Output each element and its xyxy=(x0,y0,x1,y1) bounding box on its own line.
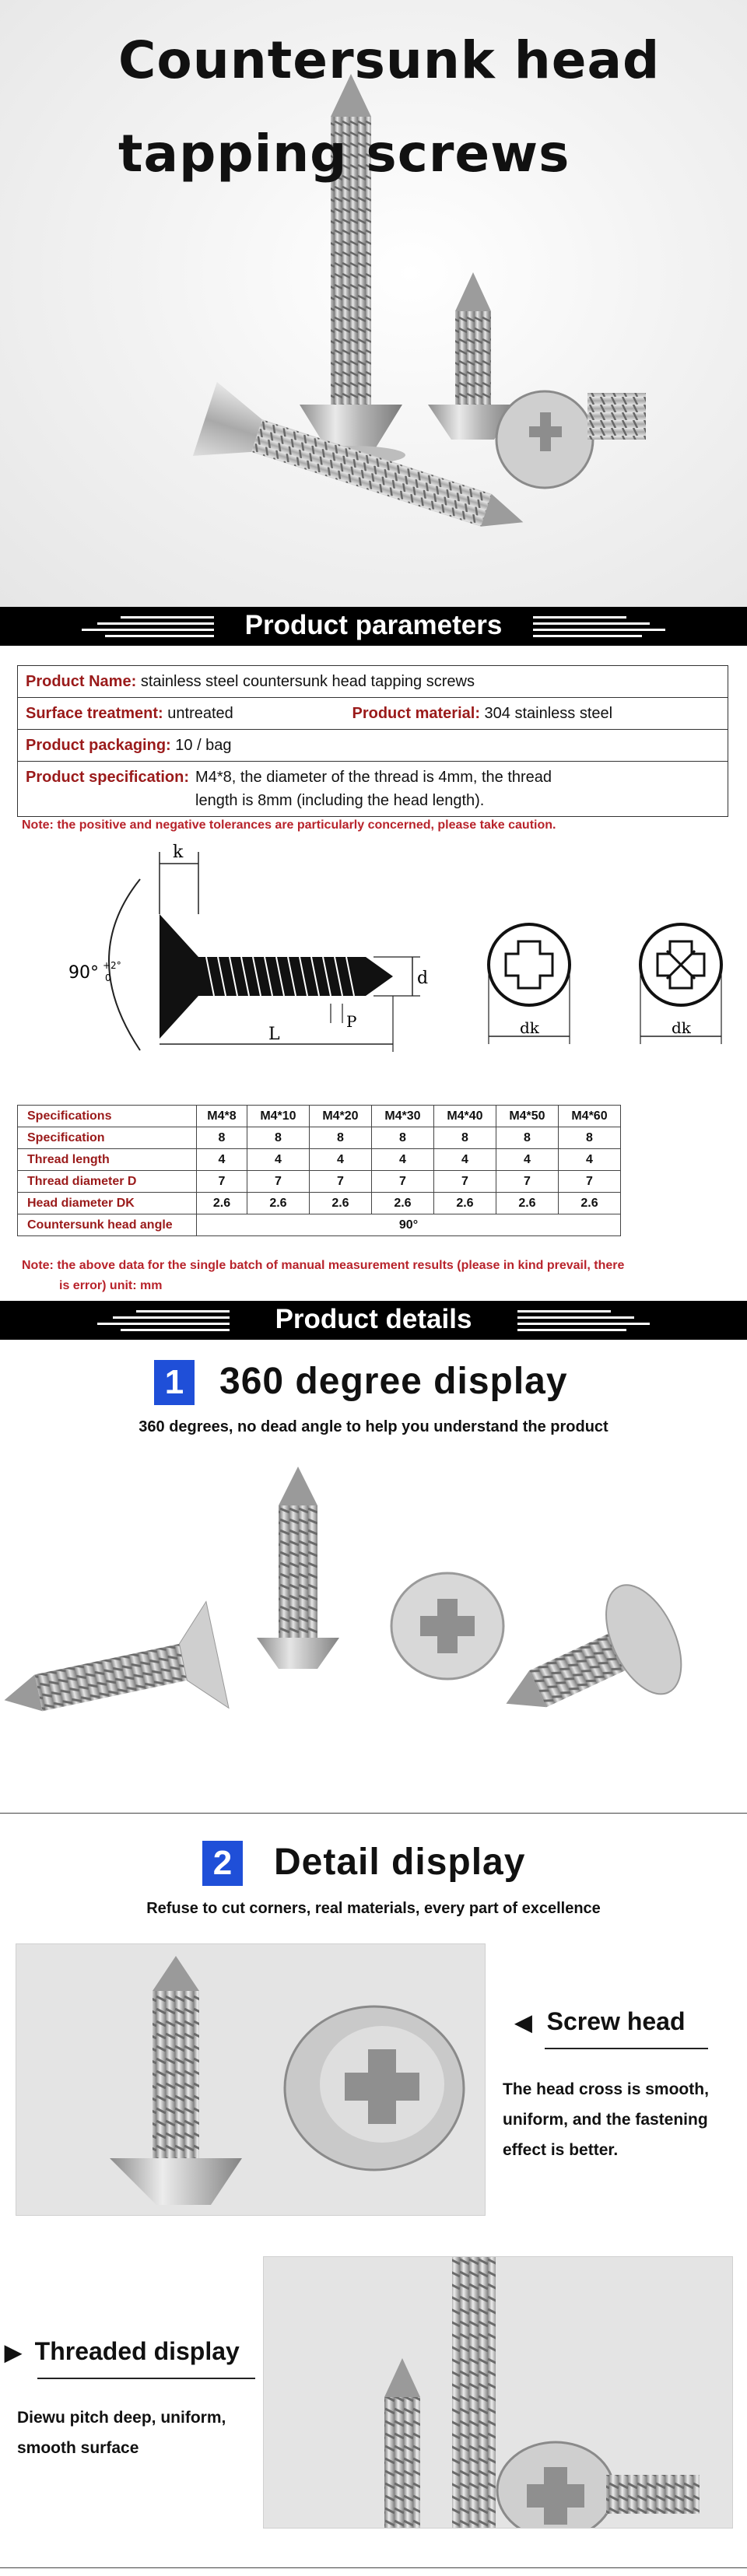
footer-divider xyxy=(0,2567,747,2568)
tolerance-note: Note: the positive and negative tolerances are particularly concerned, please take caution. xyxy=(22,818,556,832)
table-cell: 8 xyxy=(371,1127,433,1149)
hero-banner xyxy=(0,0,747,607)
product-name-label: Product Name: xyxy=(26,673,137,690)
screw-head-title: Screw head xyxy=(546,2007,686,2035)
measurement-note xyxy=(22,1256,722,1296)
table-row-label: Specification xyxy=(18,1127,197,1149)
label-p: P xyxy=(346,1012,357,1031)
block2-number-badge: 2 xyxy=(202,1841,243,1886)
spec-label: Product specification: xyxy=(26,769,190,786)
section-bar-parameters xyxy=(0,607,747,646)
product-name-value: stainless steel countersunk head tapping screws xyxy=(140,673,475,690)
block1-subtitle: 360 degrees, no dead angle to help you understand the product xyxy=(139,1418,608,1435)
table-cell: 8 xyxy=(197,1127,247,1149)
bar-decoration-right xyxy=(517,1310,658,1330)
section-title-details: Product details xyxy=(275,1304,472,1334)
spec-header-cell: M4*60 xyxy=(558,1106,620,1127)
table-cell: 4 xyxy=(309,1149,371,1171)
threaded-title: Threaded display xyxy=(34,2337,240,2365)
hero-title-line1: Countersunk head xyxy=(118,30,661,90)
param-row-packaging xyxy=(18,730,728,762)
table-cell: 2.6 xyxy=(309,1193,371,1214)
table-row xyxy=(18,1149,621,1171)
table-row xyxy=(18,1171,621,1193)
threaded-description xyxy=(17,2403,266,2463)
table-cell: 7 xyxy=(197,1171,247,1193)
block-divider xyxy=(0,1813,747,1814)
table-cell: 2.6 xyxy=(371,1193,433,1214)
material-label: Product material: xyxy=(352,705,480,722)
table-cell: 7 xyxy=(496,1171,558,1193)
block2-title: Detail display xyxy=(274,1842,526,1883)
table-cell: 4 xyxy=(496,1149,558,1171)
table-cell: 4 xyxy=(247,1149,309,1171)
table-cell: 7 xyxy=(247,1171,309,1193)
table-cell: 4 xyxy=(433,1149,496,1171)
spec-header-cell: M4*10 xyxy=(247,1106,309,1127)
table-row-label: Thread length xyxy=(18,1149,197,1171)
triangle-right-icon: ▶ xyxy=(5,2340,22,2364)
spec-header-cell: M4*20 xyxy=(309,1106,371,1127)
table-cell: 8 xyxy=(433,1127,496,1149)
block2-subtitle: Refuse to cut corners, real materials, every part of excellence xyxy=(146,1900,601,1917)
specification-table xyxy=(17,1105,621,1236)
table-row xyxy=(18,1127,621,1149)
hero-title-line2: tapping screws xyxy=(118,124,570,184)
table-cell: 7 xyxy=(433,1171,496,1193)
screw-head-underline xyxy=(545,2048,708,2049)
table-cell: 8 xyxy=(247,1127,309,1149)
table-cell: 7 xyxy=(558,1171,620,1193)
param-row-name xyxy=(18,666,728,698)
param-row-surface xyxy=(18,698,728,730)
table-cell: 4 xyxy=(197,1149,247,1171)
threaded-text-line: smooth surface xyxy=(17,2439,139,2457)
spec-header-cell: M4*8 xyxy=(197,1106,247,1127)
table-cell: 8 xyxy=(309,1127,371,1149)
packaging-label: Product packaging: xyxy=(26,737,171,754)
table-cell: 4 xyxy=(371,1149,433,1171)
table-cell: 7 xyxy=(309,1171,371,1193)
label-k: k xyxy=(173,843,184,862)
screw-head-text-line: uniform, and the fastening xyxy=(503,2111,708,2129)
hero-title xyxy=(118,14,710,201)
spec-header-cell: M4*40 xyxy=(433,1106,496,1127)
technical-drawing xyxy=(47,840,731,1074)
table-cell: 8 xyxy=(558,1127,620,1149)
block1-number-badge: 1 xyxy=(154,1360,195,1405)
table-row-label: Thread diameter D xyxy=(18,1171,197,1193)
param-row-spec xyxy=(18,762,728,817)
table-cell: 2.6 xyxy=(433,1193,496,1214)
angle-label: 90° xyxy=(68,963,99,983)
bar-decoration-right xyxy=(533,616,673,636)
table-cell: 2.6 xyxy=(197,1193,247,1214)
screw-head-text-line: The head cross is smooth, xyxy=(503,2080,709,2098)
screw-head-description xyxy=(503,2074,736,2165)
spec-value-line1: M4*8, the diameter of the thread is 4mm, the thread xyxy=(195,769,552,786)
screws-360-image xyxy=(0,1463,747,1774)
section-title-parameters: Product parameters xyxy=(244,610,503,640)
threaded-heading xyxy=(5,2337,240,2366)
table-cell: 4 xyxy=(558,1149,620,1171)
measurement-note-line1: Note: the above data for the single batch of manual measurement results (please in kind prevail, there xyxy=(22,1259,625,1272)
table-cell: 2.6 xyxy=(247,1193,309,1214)
surface-value: untreated xyxy=(167,705,233,722)
spec-header-cell: M4*30 xyxy=(371,1106,433,1127)
label-dk-1: dk xyxy=(520,1018,539,1037)
table-row xyxy=(18,1214,621,1236)
angle-tolerance-lower: 0 xyxy=(105,973,111,983)
threaded-display-photo xyxy=(263,2256,733,2529)
screw-head-profile xyxy=(160,914,198,1039)
angle-tolerance-upper: +2° xyxy=(103,960,121,971)
parameters-table xyxy=(17,665,728,817)
measurement-note-line2: is error) unit: mm xyxy=(59,1279,163,1292)
table-cell: 8 xyxy=(496,1127,558,1149)
spec-header-cell: Specifications xyxy=(18,1106,197,1127)
triangle-left-icon: ◀ xyxy=(515,2010,532,2035)
spec-header-cell: M4*50 xyxy=(496,1106,558,1127)
spec-value-line2: length is 8mm (including the head length). xyxy=(195,792,485,809)
table-cell: 2.6 xyxy=(496,1193,558,1214)
spec-table-header xyxy=(18,1106,621,1127)
surface-label: Surface treatment: xyxy=(26,705,163,722)
label-dk-2: dk xyxy=(672,1018,691,1037)
table-cell: 2.6 xyxy=(558,1193,620,1214)
section-bar-details xyxy=(0,1301,747,1340)
table-row xyxy=(18,1193,621,1214)
table-cell: 7 xyxy=(371,1171,433,1193)
table-row-label: Head diameter DK xyxy=(18,1193,197,1214)
screw-head-photo xyxy=(16,1943,486,2216)
label-d: d xyxy=(417,969,429,988)
screw-head-text-line: effect is better. xyxy=(503,2141,619,2159)
table-row-label: Countersunk head angle xyxy=(18,1214,197,1236)
label-l: L xyxy=(268,1025,280,1044)
threaded-underline xyxy=(37,2378,255,2379)
screw-head-heading xyxy=(515,2007,686,2036)
table-cell: 90° xyxy=(197,1214,621,1236)
threaded-text-line: Diewu pitch deep, uniform, xyxy=(17,2409,226,2427)
material-value: 304 stainless steel xyxy=(484,705,613,722)
block1-title: 360 degree display xyxy=(219,1361,568,1402)
packaging-value: 10 / bag xyxy=(175,737,232,754)
